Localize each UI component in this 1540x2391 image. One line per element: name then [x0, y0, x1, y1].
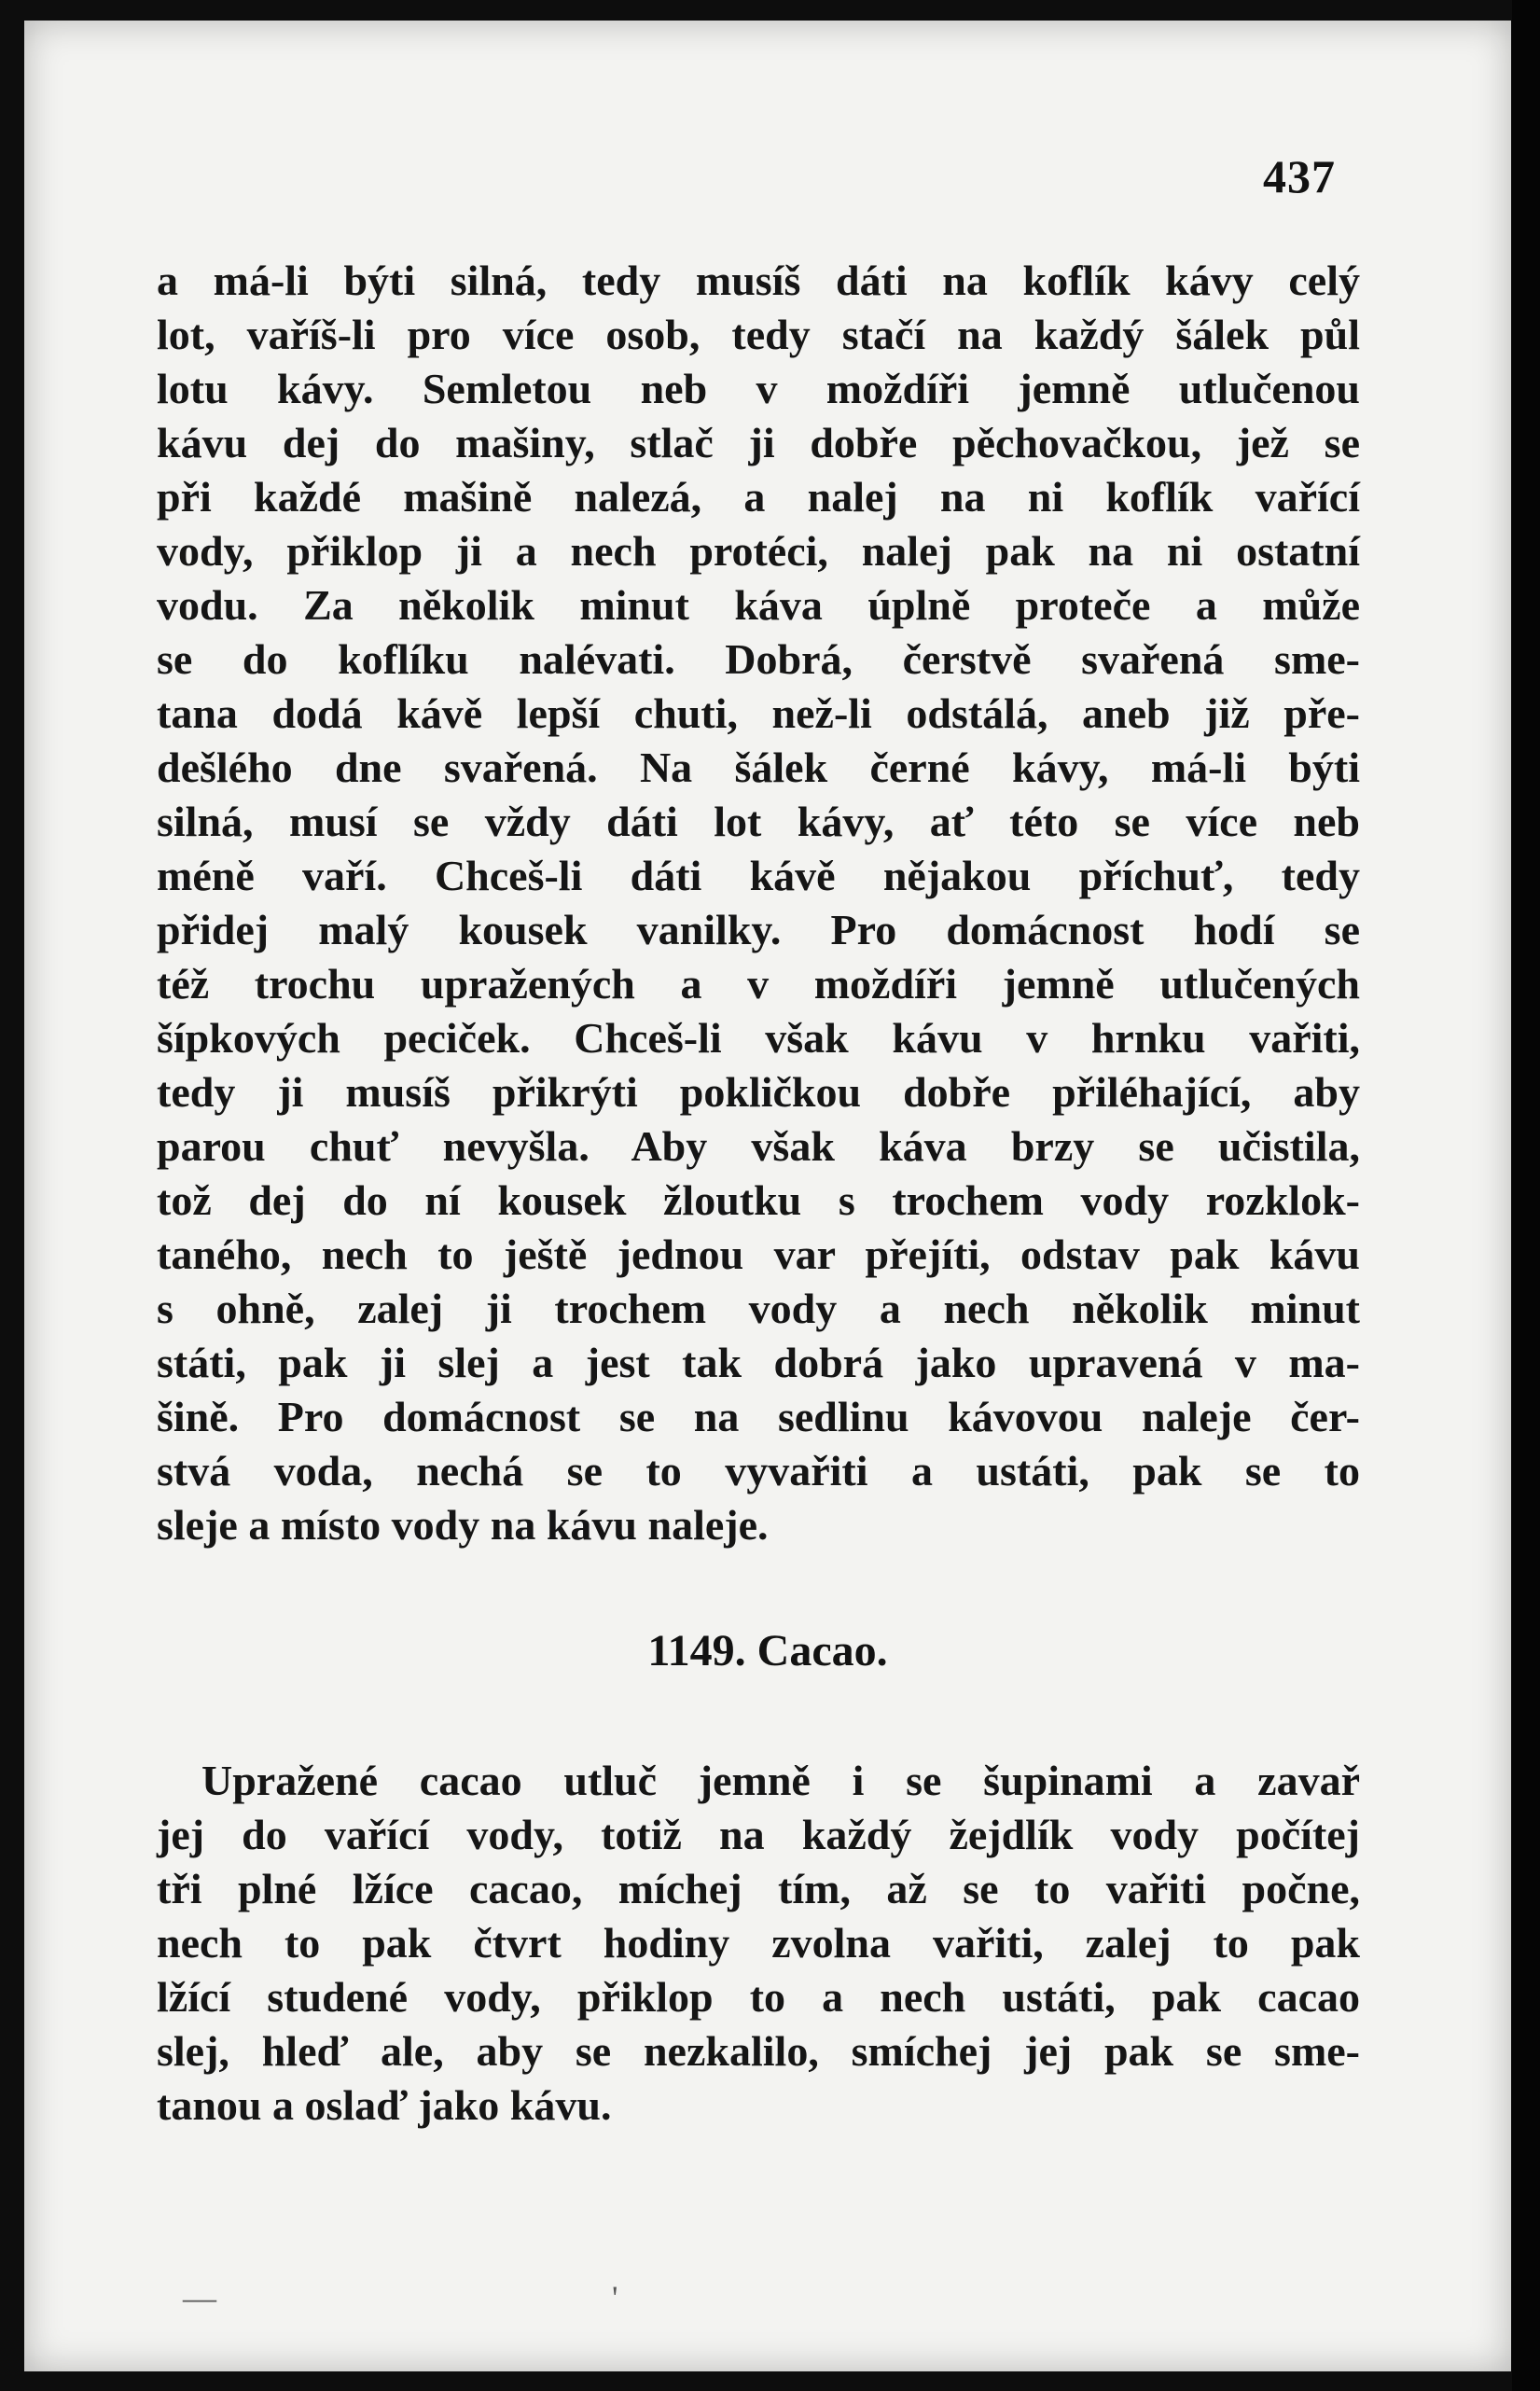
stray-dash-mark: —	[183, 2279, 216, 2316]
stray-tick-mark: '	[612, 2279, 618, 2316]
text-line: taného, nech to ještě jednou var přejíti, odstav pak kávu	[157, 1230, 1360, 1278]
text-line: tanou a oslaď jako kávu.	[157, 2081, 612, 2129]
text-line: lžící studené vody, přiklop to a nech ustáti, pak cacao	[157, 1973, 1360, 2021]
page-number: 437	[1263, 150, 1336, 202]
text-line: kávu dej do mašiny, stlač ji dobře pěchovačkou, jež se	[157, 419, 1360, 466]
section-heading: 1149. Cacao.	[647, 1626, 888, 1675]
text-line: se do koflíku nalévati. Dobrá, čerstvě svařená sme-	[157, 635, 1360, 683]
text-line: sleje a místo vody na kávu naleje.	[157, 1501, 769, 1549]
text-line: s ohně, zalej ji trochem vody a nech několik minut	[157, 1285, 1360, 1332]
text-line: méně vaří. Chceš-li dáti kávě nějakou příchuť, tedy	[157, 852, 1360, 899]
coffee-paragraph	[157, 254, 1360, 1552]
text-line: šině. Pro domácnost se na sedlinu kávovou naleje čer-	[157, 1393, 1360, 1440]
text-line: při každé mašině nalezá, a nalej na ni koflík vařící	[157, 473, 1360, 521]
text-line: přidej malý kousek vanilky. Pro domácnost hodí se	[157, 906, 1360, 953]
book-page	[24, 21, 1511, 2371]
text-line: jej do vařící vody, totiž na každý žejdlík vody počítej	[157, 1811, 1360, 1858]
text-line: Upražené cacao utluč jemně i se šupinami a zavař	[201, 1757, 1360, 1804]
text-line: tedy ji musíš přikrýti pokličkou dobře přiléhající, aby	[157, 1068, 1360, 1116]
text-line: tana dodá kávě lepší chuti, než-li odstálá, aneb již pře-	[157, 689, 1360, 737]
text-line: dešlého dne svařená. Na šálek černé kávy, má-li býti	[157, 744, 1360, 791]
text-line: vodu. Za několik minut káva úplně proteče a může	[157, 581, 1360, 629]
text-line: silná, musí se vždy dáti lot kávy, ať této se více neb	[157, 798, 1360, 845]
text-line: slej, hleď ale, aby se nezkalilo, smíchej jej pak se sme-	[157, 2027, 1360, 2075]
text-line: vody, přiklop ji a nech protéci, nalej pak na ni ostatní	[157, 527, 1360, 575]
text-line: nech to pak čtvrt hodiny zvolna vařiti, zalej to pak	[157, 1919, 1360, 1967]
text-line: a má-li býti silná, tedy musíš dáti na koflík kávy celý	[157, 257, 1360, 304]
text-line: státi, pak ji slej a jest tak dobrá jako upravená v ma-	[157, 1339, 1360, 1386]
scan-edge	[1512, 0, 1540, 2391]
cacao-paragraph	[157, 1754, 1360, 2133]
text-line: lotu kávy. Semletou neb v moždíři jemně utlučenou	[157, 365, 1360, 412]
text-line: lot, vaříš-li pro více osob, tedy stačí na každý šálek půl	[157, 311, 1360, 358]
text-line: šípkových peciček. Chceš-li však kávu v hrnku vařiti,	[157, 1014, 1360, 1062]
text-line: parou chuť nevyšla. Aby však káva brzy se učistila,	[157, 1122, 1360, 1170]
text-line: tož dej do ní kousek žloutku s trochem vody rozklok-	[157, 1176, 1360, 1224]
text-line: též trochu upražených a v moždíři jemně utlučených	[157, 960, 1360, 1008]
text-line: stvá voda, nechá se to vyvařiti a ustáti, pak se to	[157, 1447, 1360, 1494]
text-line: tři plné lžíce cacao, míchej tím, až se to vařiti počne,	[157, 1865, 1360, 1912]
